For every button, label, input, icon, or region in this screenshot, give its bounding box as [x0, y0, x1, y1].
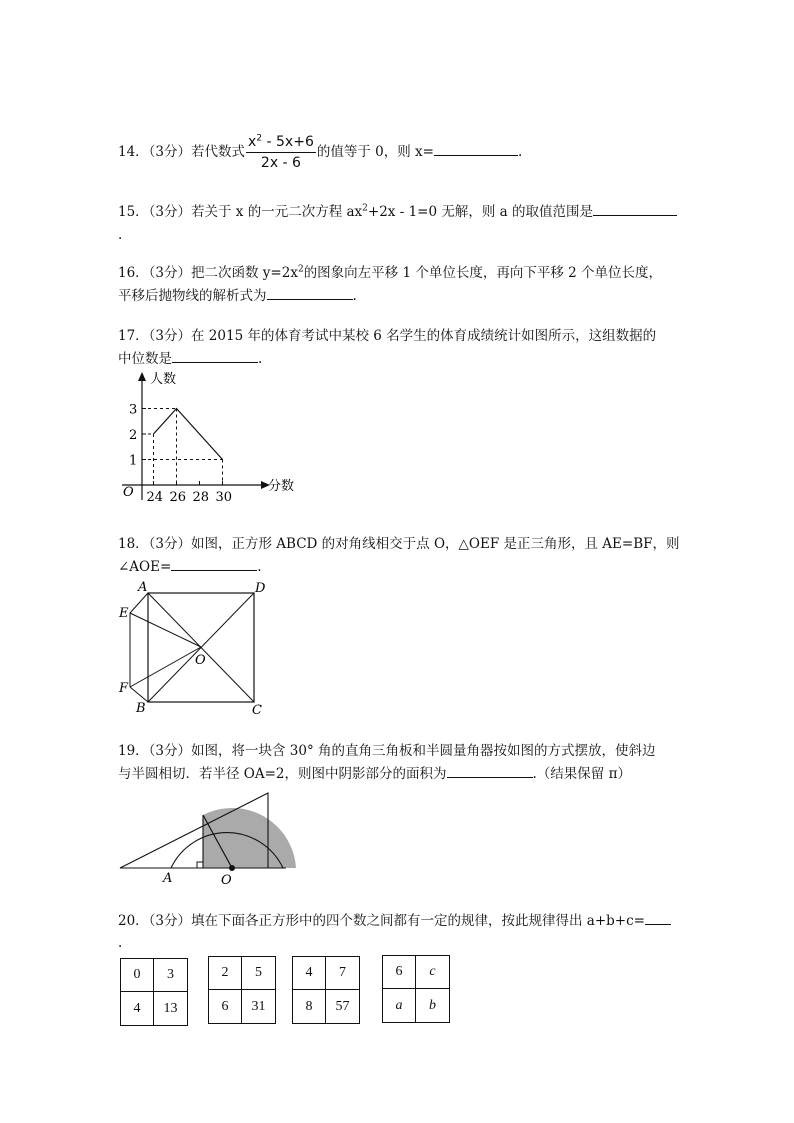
square-cell: 6 [383, 956, 416, 989]
origin-label: O [123, 485, 134, 500]
x-axis-label: 分数 [268, 479, 295, 494]
q14-answer-blank[interactable] [434, 141, 518, 156]
label-c: C [252, 703, 262, 718]
label-a: A [163, 871, 173, 886]
segment-ae [130, 593, 148, 613]
q14-prefix: 14．（3分）若代数式 [118, 144, 246, 160]
number-square-2 [208, 956, 276, 1024]
question-17: 17．（3分）在 2015 年的体育考试中某校 6 名学生的体育成绩统计如图所示，这组数据的 [118, 328, 657, 344]
x-tick-label: 28 [192, 490, 210, 505]
y-tick-label: 3 [129, 402, 138, 418]
square-cell: 7 [326, 957, 359, 990]
number-square-4 [382, 955, 450, 1023]
square-cell: 8 [293, 990, 326, 1023]
label-b: B [136, 701, 146, 716]
label-o: O [221, 873, 232, 888]
label-a: A [138, 580, 148, 595]
q20-answer-blank[interactable] [645, 910, 671, 925]
question-18: 18．（3分）如图，正方形 ABCD 的对角线相交于点 O，△OEF 是正三角形，且 AE=BF，则 [118, 536, 680, 552]
label-o: O [195, 653, 206, 668]
q17-line-chart [112, 370, 312, 510]
right-angle-mark [197, 862, 203, 868]
x-tick-label: 30 [215, 490, 233, 505]
q19-triangle-protractor-figure [118, 785, 298, 888]
square-cell: a [383, 989, 416, 1022]
q15-answer-blank[interactable] [593, 201, 677, 216]
x-tick-label: 24 [146, 490, 164, 505]
shaded-region [203, 808, 296, 868]
q14-numerator: $x^2 - 5x+6$ [246, 133, 316, 153]
square-cell: 31 [251, 998, 266, 1014]
square-cell: 0 [121, 959, 154, 992]
square-cell: c [416, 956, 449, 989]
square-cell: 6 [209, 990, 242, 1023]
square-cell: b [429, 997, 436, 1013]
y-axis-label: 人数 [150, 372, 177, 387]
q17-answer-blank[interactable] [172, 348, 258, 363]
y-tick-label: 1 [129, 453, 138, 469]
segment-bf [130, 687, 148, 702]
question-15: 15．（3分）若关于 x 的一元二次方程 $ax^2+2x - 1=0$ 无解，则 a 的取值范围是 [118, 201, 677, 224]
question-14: 14．（3分）若代数式 $\frac{x^2 - 5x+6}{2x - 6}$ 的值等于 0，则 x= . [118, 133, 523, 171]
square-cell: 2 [209, 957, 242, 990]
square-cell: 13 [163, 1000, 178, 1016]
y-axis-arrow [138, 372, 146, 381]
q14-suffix: 的值等于 0，则 x= [316, 144, 434, 160]
number-square-3 [292, 956, 360, 1024]
square-cell: 4 [121, 992, 154, 1025]
q15-end: . [118, 227, 123, 243]
x-tick-label: 26 [169, 490, 187, 505]
q15-suffix: +2x - 1=0 无解，则 a 的取值范围是 [367, 204, 593, 220]
q16-answer-blank[interactable] [267, 285, 353, 300]
q14-denominator: 2x - 6 [260, 155, 301, 171]
number-square-1 [120, 958, 188, 1026]
question-16: 16．（3分）把二次函数 $y=2x^2$的图象向左平移 1 个单位长度，再向下平移 2 个单位长度， [118, 264, 663, 281]
center-dot [229, 865, 235, 871]
q19-answer-blank[interactable] [447, 763, 533, 778]
label-d: D [255, 581, 266, 596]
q18-answer-blank[interactable] [171, 556, 257, 571]
segment-fo [130, 647, 201, 687]
square-cell: 57 [335, 998, 350, 1014]
y-tick-label: 2 [129, 428, 138, 443]
series-line [154, 409, 223, 460]
q18-square-figure [112, 580, 282, 720]
square-cell: 3 [154, 959, 187, 992]
q14-fraction [246, 133, 316, 172]
segment-eo [130, 613, 201, 647]
q15-prefix: 15．（3分）若关于 x 的一元二次方程 ax [118, 204, 363, 220]
label-f: F [119, 681, 129, 696]
square-cell: 4 [293, 957, 326, 990]
square-cell: 5 [242, 957, 275, 990]
question-20: 20．（3分）填在下面各正方形中的四个数之间都有一定的规律，按此规律得出 a+b+c= [118, 910, 671, 933]
question-19: 19．（3分）如图，将一块含 30° 角的直角三角板和半圆量角器按如图的方式摆放，使斜边 [118, 743, 656, 759]
label-e: E [119, 606, 129, 621]
